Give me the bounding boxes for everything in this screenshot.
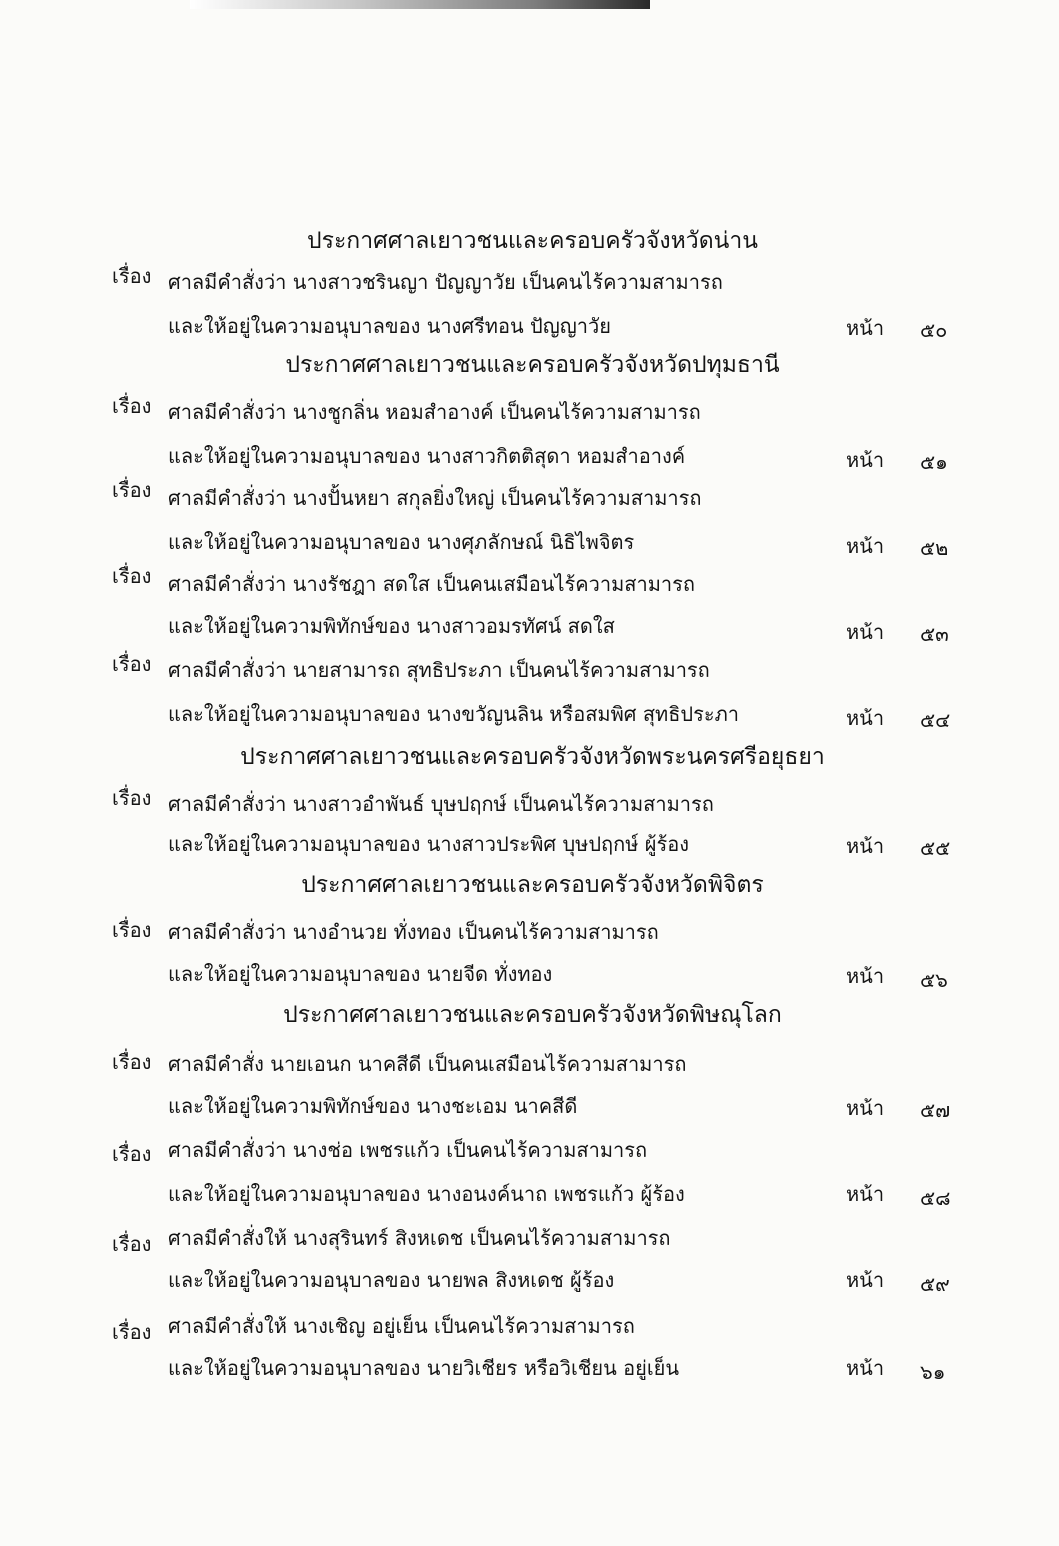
section-heading: ประกาศศาลเยาวชนและครอบครัวจังหวัดพิษณุโลก — [283, 1002, 782, 1028]
page-label: หน้า — [846, 1182, 885, 1206]
entry-line-2: และให้อยู่ในความอนุบาลของ นายวิเชียร หรือวิเชียน อยู่เย็น — [168, 1356, 680, 1380]
section-heading: ประกาศศาลเยาวชนและครอบครัวจังหวัดพิจิตร — [301, 872, 764, 898]
entry-line-1: ศาลมีคำสั่ง นายเอนก นาคสีดี เป็นคนเสมือนไร้ความสามารถ — [168, 1052, 687, 1076]
page-number: ๕๔ — [920, 708, 951, 732]
entry-line-2: และให้อยู่ในความอนุบาลของ นางอนงค์นาถ เพชรแก้ว ผู้ร้อง — [168, 1182, 685, 1206]
entry-line-2: และให้อยู่ในความอนุบาลของ นางขวัญนลิน หรือสมพิศ สุทธิประภา — [168, 702, 740, 726]
entry-label: เรื่อง — [112, 1232, 152, 1256]
entry-line-2: และให้อยู่ในความอนุบาลของ นายพล สิงหเดช ผู้ร้อง — [168, 1268, 615, 1292]
entry-line-1: ศาลมีคำสั่งให้ นางสุรินทร์ สิงหเดช เป็นคนไร้ความสามารถ — [168, 1226, 671, 1250]
page-number: ๕๙ — [920, 1272, 950, 1296]
entry-line-1: ศาลมีคำสั่งว่า นางสาวอำพันธ์ บุษปฤกษ์ เป็นคนไร้ความสามารถ — [168, 792, 714, 816]
entry-label: เรื่อง — [112, 1320, 152, 1344]
entry-label: เรื่อง — [112, 394, 152, 418]
entry-line-2: และให้อยู่ในความอนุบาลของ นางศรีทอน ปัญญาวัย — [168, 314, 611, 338]
entry-label: เรื่อง — [112, 1050, 152, 1074]
entry-label: เรื่อง — [112, 478, 152, 502]
page-label: หน้า — [846, 448, 885, 472]
section-heading: ประกาศศาลเยาวชนและครอบครัวจังหวัดพระนครศรีอยุธยา — [240, 744, 825, 770]
page-label: หน้า — [846, 620, 885, 644]
entry-line-1: ศาลมีคำสั่งว่า นางชูกลิ่น หอมสำอางค์ เป็นคนไร้ความสามารถ — [168, 400, 701, 424]
entry-line-2: และให้อยู่ในความอนุบาลของ นางสาวประพิศ บุษปฤกษ์ ผู้ร้อง — [168, 832, 690, 856]
page-number: ๕๗ — [920, 1098, 951, 1122]
section-heading: ประกาศศาลเยาวชนและครอบครัวจังหวัดปทุมธานี — [285, 352, 780, 378]
entry-line-1: ศาลมีคำสั่งว่า นางอำนวย ทั่งทอง เป็นคนไร้ความสามารถ — [168, 920, 659, 944]
entry-label: เรื่อง — [112, 264, 152, 288]
entry-line-1: ศาลมีคำสั่งว่า นางสาวชรินญา ปัญญาวัย เป็นคนไร้ความสามารถ — [168, 270, 723, 294]
page-label: หน้า — [846, 1096, 885, 1120]
page-label: หน้า — [846, 834, 885, 858]
entry-line-2: และให้อยู่ในความพิทักษ์ของ นางชะเอม นาคสีดี — [168, 1094, 578, 1118]
entry-line-1: ศาลมีคำสั่งว่า นางช่อ เพชรแก้ว เป็นคนไร้ความสามารถ — [168, 1138, 648, 1162]
entry-label: เรื่อง — [112, 1142, 152, 1166]
page-number: ๕๖ — [920, 968, 948, 992]
page-number: ๕๕ — [920, 836, 951, 860]
page-number: ๕๑ — [920, 450, 948, 474]
entry-line-1: ศาลมีคำสั่งให้ นางเชิญ อยู่เย็น เป็นคนไร้ความสามารถ — [168, 1314, 635, 1338]
entry-line-2: และให้อยู่ในความอนุบาลของ นางสาวกิตติสุดา หอมสำอางค์ — [168, 444, 686, 468]
section-heading: ประกาศศาลเยาวชนและครอบครัวจังหวัดน่าน — [306, 228, 758, 254]
page-number: ๕๘ — [920, 1186, 951, 1210]
page-label: หน้า — [846, 1356, 885, 1380]
page-label: หน้า — [846, 316, 885, 340]
page-number: ๕๐ — [920, 318, 948, 342]
entry-line-1: ศาลมีคำสั่งว่า นางรัชฎา สดใส เป็นคนเสมือนไร้ความสามารถ — [168, 572, 695, 596]
page-label: หน้า — [846, 1268, 885, 1292]
entry-label: เรื่อง — [112, 786, 152, 810]
entry-label: เรื่อง — [112, 918, 152, 942]
page-number: ๕๒ — [920, 536, 949, 560]
entry-line-2: และให้อยู่ในความพิทักษ์ของ นางสาวอมรทัศน์ สดใส — [168, 614, 615, 638]
entry-line-1: ศาลมีคำสั่งว่า นายสามารถ สุทธิประภา เป็นคนไร้ความสามารถ — [168, 658, 710, 682]
entry-label: เรื่อง — [112, 564, 152, 588]
entry-label: เรื่อง — [112, 652, 152, 676]
entry-line-2: และให้อยู่ในความอนุบาลของ นายจีด ทั่งทอง — [168, 962, 553, 986]
page-label: หน้า — [846, 964, 885, 988]
page-number: ๕๓ — [920, 622, 949, 646]
page-number: ๖๑ — [920, 1360, 946, 1384]
entry-line-1: ศาลมีคำสั่งว่า นางปั้นหยา สกุลยิ่งใหญ่ เป็นคนไร้ความสามารถ — [168, 486, 702, 510]
page-label: หน้า — [846, 706, 885, 730]
page-label: หน้า — [846, 534, 885, 558]
entry-line-2: และให้อยู่ในความอนุบาลของ นางศุภลักษณ์ นิธิไพจิตร — [168, 530, 635, 554]
